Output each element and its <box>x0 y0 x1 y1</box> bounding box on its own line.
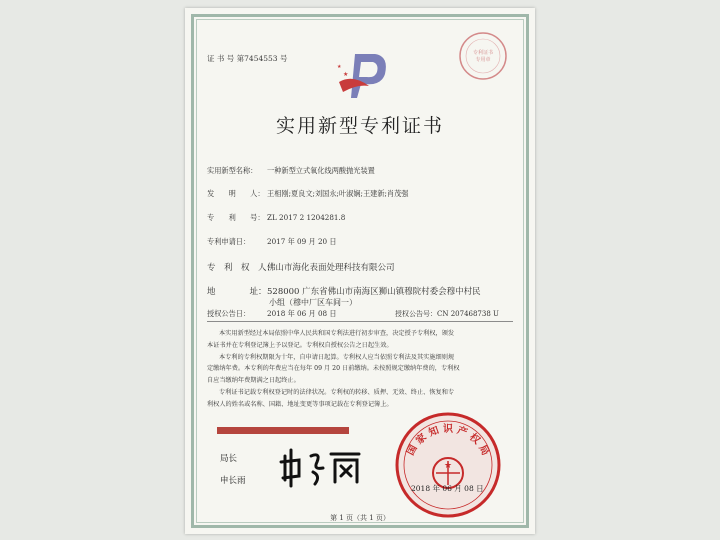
certificate-stamp-icon <box>457 30 509 82</box>
red-bar <box>217 427 349 434</box>
certificate-number: 证 书 号 第7454553 号 <box>207 54 288 63</box>
utility-model-name: 实用新型名称： 一种新型立式氧化线两酸抛光装置 <box>207 166 375 175</box>
seal-date: 2018 年 06 月 08 日 <box>411 484 484 493</box>
body-line: 专利证书记载专利权登记时的法律状况。专利权的转移、质押、无效、终止、恢复和专 <box>219 388 455 396</box>
official-seal-icon <box>393 410 503 520</box>
patentee: 专 利 权 人：佛山市海化表面处理科技有限公司 <box>207 263 395 273</box>
body-line: 定缴纳年费。本专利的年费应当在每年 09 月 20 日前缴纳。未按照规定缴纳年费的，专利权 <box>207 365 460 373</box>
page-number: 第 1 页（共 1 页） <box>330 514 390 522</box>
svg-text:★: ★ <box>443 461 453 471</box>
director-name: 申长雨 <box>220 476 246 486</box>
body-line: 利权人的姓名或名称、国籍、地址变更等事项记载在专利登记簿上。 <box>207 400 393 408</box>
filing-date: 专利申请日： 2017 年 09 月 20 日 <box>207 237 337 246</box>
svg-text:专用章: 专用章 <box>475 57 491 63</box>
grant-date: 授权公告日： 2018 年 06 月 08 日 <box>207 309 337 318</box>
certificate-body <box>207 328 507 411</box>
divider <box>207 321 513 322</box>
certificate-title: 实用新型专利证书 <box>275 115 444 137</box>
svg-text:★: ★ <box>343 71 349 78</box>
publication-number: 授权公告号：CN 207468738 U <box>395 310 499 318</box>
svg-text:专利证书: 专利证书 <box>472 50 494 56</box>
inventors: 发 明 人： 王相刚;夏良文;刘国永;叶淑娴;王建新;肖茂强 <box>207 189 409 198</box>
patent-number: 专 利 号： ZL 2017 2 1204281.8 <box>207 213 346 222</box>
body-line: 本实用新型经过本局依照中华人民共和国专利法进行初步审查，决定授予专利权，颁发 <box>219 330 455 337</box>
svg-text:国 家 知 识 产 权 局: 国 家 知 识 产 权 局 <box>405 424 491 458</box>
director-signature-icon <box>277 442 367 490</box>
patent-office-logo-icon <box>333 46 393 102</box>
address-line-2: 小组（穆中厂区车间一） <box>269 298 357 307</box>
director-title: 局长 <box>220 454 238 464</box>
svg-text:★: ★ <box>337 64 342 70</box>
body-line: 本专利的专利权期限为十年，自申请日起算。专利权人应当依照专利法及其实施细则规 <box>219 353 455 361</box>
body-line: 自应当缴纳年费期满之日起终止。 <box>207 377 300 385</box>
address: 地 址：528000 广东省佛山市南海区狮山镇穆院村委会穆中村民 <box>207 287 481 297</box>
patent-certificate <box>185 8 535 534</box>
body-line: 本证书并在专利登记簿上予以登记。专利权自授权公告之日起生效。 <box>207 341 393 349</box>
